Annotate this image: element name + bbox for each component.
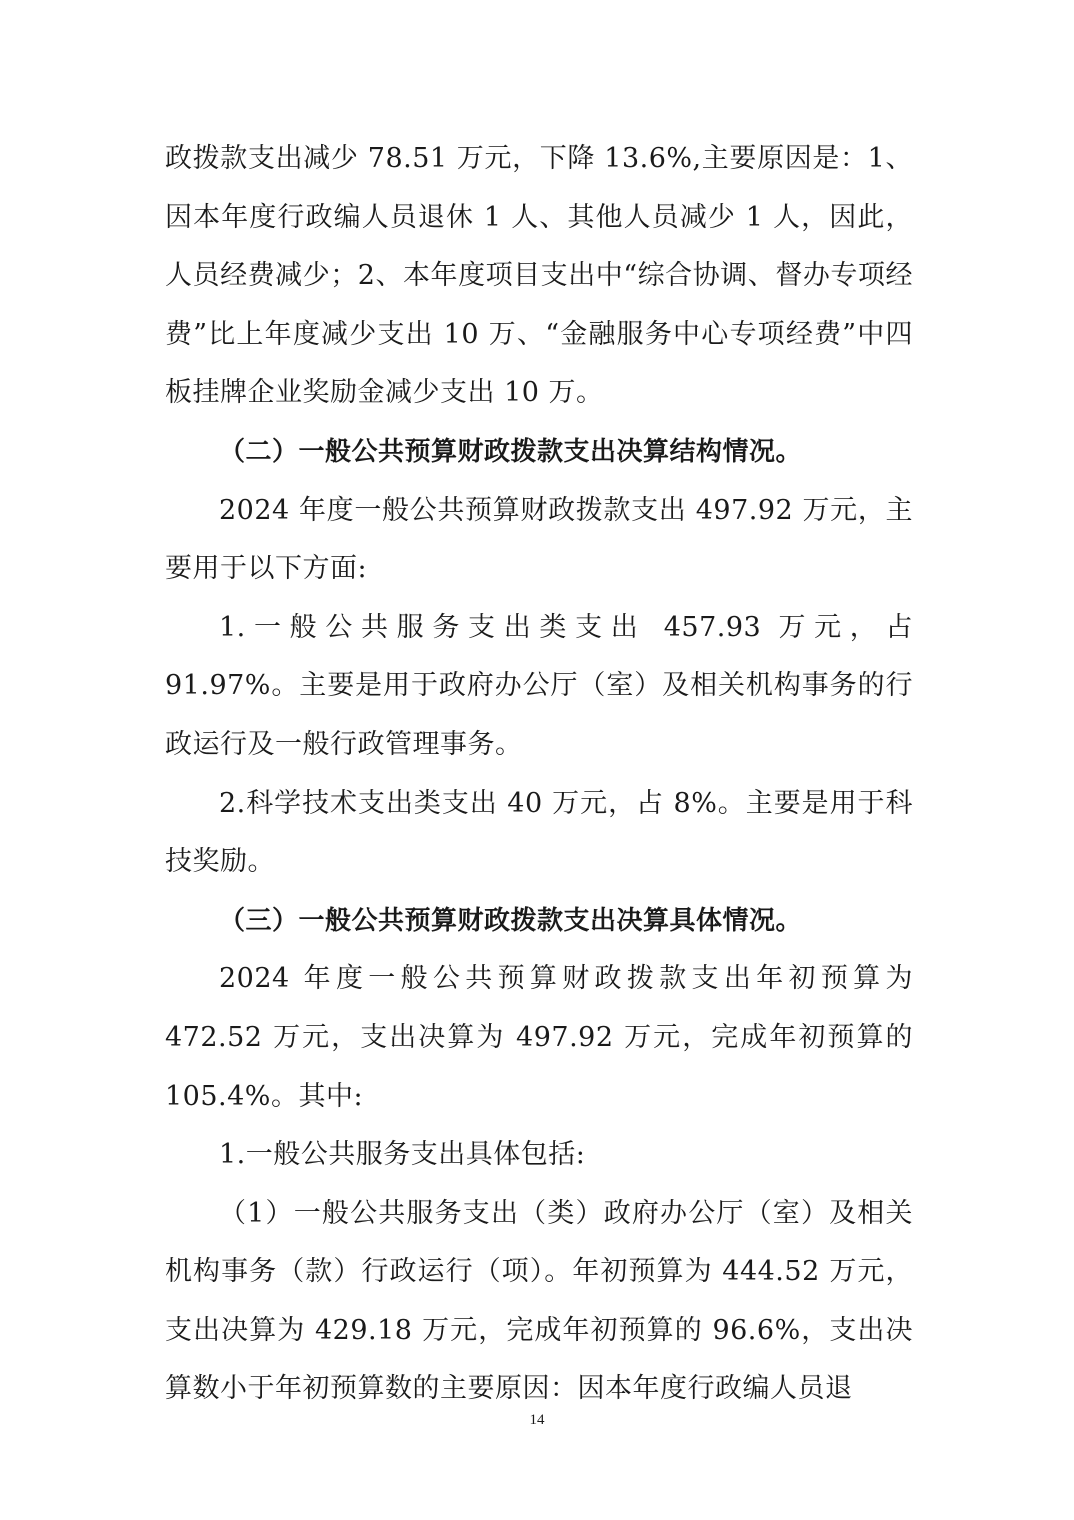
section-heading-structure: （二）一般公共预算财政拨款支出决算结构情况。	[219, 436, 803, 467]
paragraph-breakdown-intro: 1.一般公共服务支出具体包括:	[219, 1139, 586, 1171]
paragraph-administrative-operation: （1）一般公共服务支出（类）政府办公厅（室）及相关机构事务（款）行政运行（项）。年初预算为 444.52 万元，支出决算为 429.18 万元，完成年初预算的 96.6%，支出决算数小于年初预算数的主要原因：因本年度行政编人员退	[165, 1197, 913, 1405]
paragraph-science-technology: 2.科学技术支出类支出 40 万元，占 8%。主要是用于科技奖励。	[165, 787, 913, 878]
paragraph-budget-completion: 2024 年度一般公共预算财政拨款支出年初预算为 472.52 万元，支出决算为 497.92 万元，完成年初预算的 105.4%。其中:	[165, 963, 913, 1112]
section-heading-details: （三）一般公共预算财政拨款支出决算具体情况。	[219, 905, 803, 936]
paragraph-continuation: 政拨款支出减少 78.51 万元，下降 13.6%,主要原因是：1、因本年度行政编人员退休 1 人、其他人员减少 1 人，因此，人员经费减少；2、本年度项目支出中“综合协调、督办专项经费”比上年度减少支出 10 万、“金融服务中心专项经费”中四板挂牌企业奖励金减少支出 10 万。	[165, 143, 913, 409]
page-number: 14	[529, 1412, 545, 1428]
body-text	[165, 130, 913, 1419]
paragraph-general-public-services: 1.一般公共服务支出类支出 457.93 万元，占 91.97%。主要是用于政府办公厅（室）及相关机构事务的行政运行及一般行政管理事务。	[165, 611, 913, 760]
paragraph-total-expenditure: 2024 年度一般公共预算财政拨款支出 497.92 万元，主要用于以下方面:	[165, 494, 913, 585]
